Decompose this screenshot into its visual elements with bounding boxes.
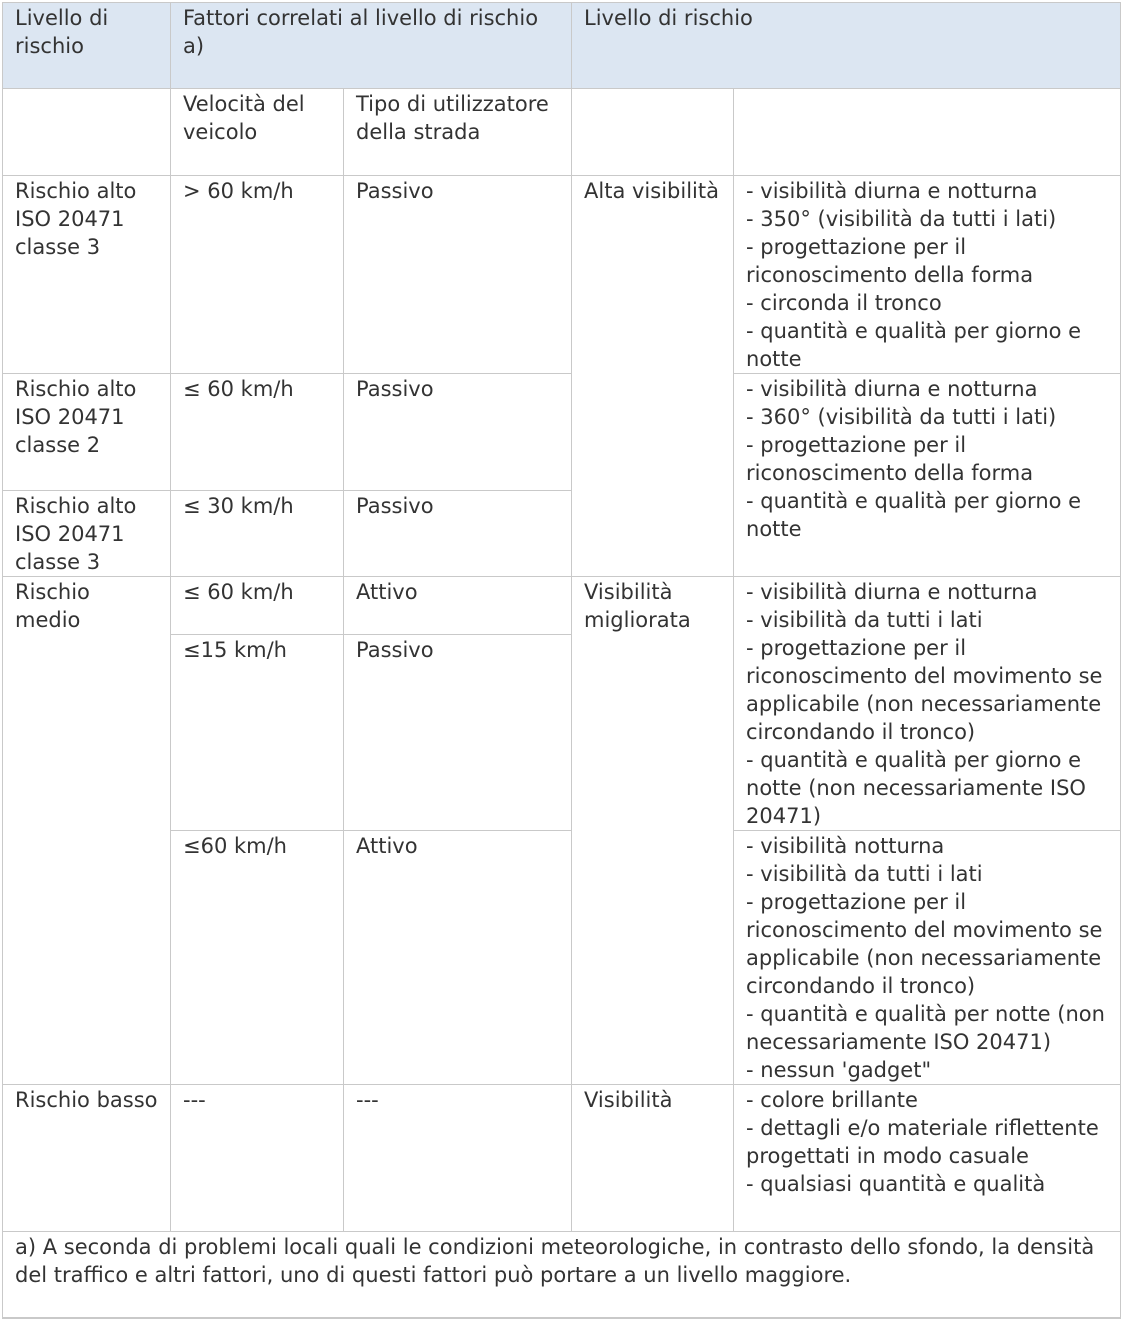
visibility-level-cell: Visibilità migliorata [572,577,734,1085]
visibility-level-cell: Visibilità [572,1085,734,1232]
header-related-factors: Fattori correlati al livello di rischio a) [171,3,572,89]
speed-cell: ≤ 60 km/h [171,577,344,635]
footnote-row [3,1232,1121,1318]
user-type-cell: Attivo [344,577,572,635]
user-type-cell: --- [344,1085,572,1232]
table-row [3,1085,1121,1232]
user-type-cell: Passivo [344,635,572,831]
header-risk-level-right: Livello di rischio [572,3,1121,89]
risk-cell: Rischio basso [3,1085,171,1232]
speed-cell: ≤ 30 km/h [171,491,344,577]
table-row [3,176,1121,374]
subheader-road-user-type: Tipo di utilizzatore della strada [344,89,572,176]
subheader-vehicle-speed: Velocità del veicolo [171,89,344,176]
requirements-cell: - visibilità diurna e notturna - 350° (visibilità da tutti i lati) - progettazione per il riconoscimento della forma - circonda il tronco - quantità e qualità per giorno e notte [734,176,1121,374]
header-risk-level: Livello di rischio [3,3,171,89]
footnote: a) A seconda di problemi locali quali le condizioni meteorologiche, in contrasto dello sfondo, la densità del traffico e altri fattori, uno di questi fattori può portare a un livello maggiore. [3,1232,1121,1318]
risk-cell: Rischio alto ISO 20471 classe 3 [3,176,171,374]
requirements-cell: - colore brillante - dettagli e/o materiale riflettente progettati in modo casuale - qualsiasi quantità e qualità [734,1085,1121,1232]
user-type-cell: Passivo [344,374,572,491]
risk-cell: Rischio medio [3,577,171,1085]
risk-cell: Rischio alto ISO 20471 classe 2 [3,374,171,491]
risk-level-table [2,2,1121,1319]
visibility-level-cell: Alta visibilità [572,176,734,577]
table-row [3,374,1121,491]
table-row [3,577,1121,635]
requirements-cell: - visibilità diurna e notturna - visibilità da tutti i lati - progettazione per il riconoscimento del movimento se applicabile (non necessariamente circondando il tronco) - quantità e qualità per giorno e notte (non necessariamente ISO 20471) [734,577,1121,831]
speed-cell: ≤ 60 km/h [171,374,344,491]
speed-cell: --- [171,1085,344,1232]
speed-cell: ≤60 km/h [171,831,344,1085]
speed-cell: ≤15 km/h [171,635,344,831]
table-row [3,831,1121,1085]
user-type-cell: Passivo [344,176,572,374]
subheader-row [3,89,1121,176]
requirements-cell: - visibilità notturna - visibilità da tutti i lati - progettazione per il riconoscimento del movimento se applicabile (non necessariamente circondando il tronco) - quantità e qualità per notte (non necessariamente ISO 20471) - nessun 'gadget" [734,831,1121,1085]
risk-cell: Rischio alto ISO 20471 classe 3 [3,491,171,577]
user-type-cell: Passivo [344,491,572,577]
requirements-cell: - visibilità diurna e notturna - 360° (visibilità da tutti i lati) - progettazione per il riconoscimento della forma - quantità e qualità per giorno e notte [734,374,1121,577]
header-row [3,3,1121,89]
user-type-cell: Attivo [344,831,572,1085]
speed-cell: > 60 km/h [171,176,344,374]
